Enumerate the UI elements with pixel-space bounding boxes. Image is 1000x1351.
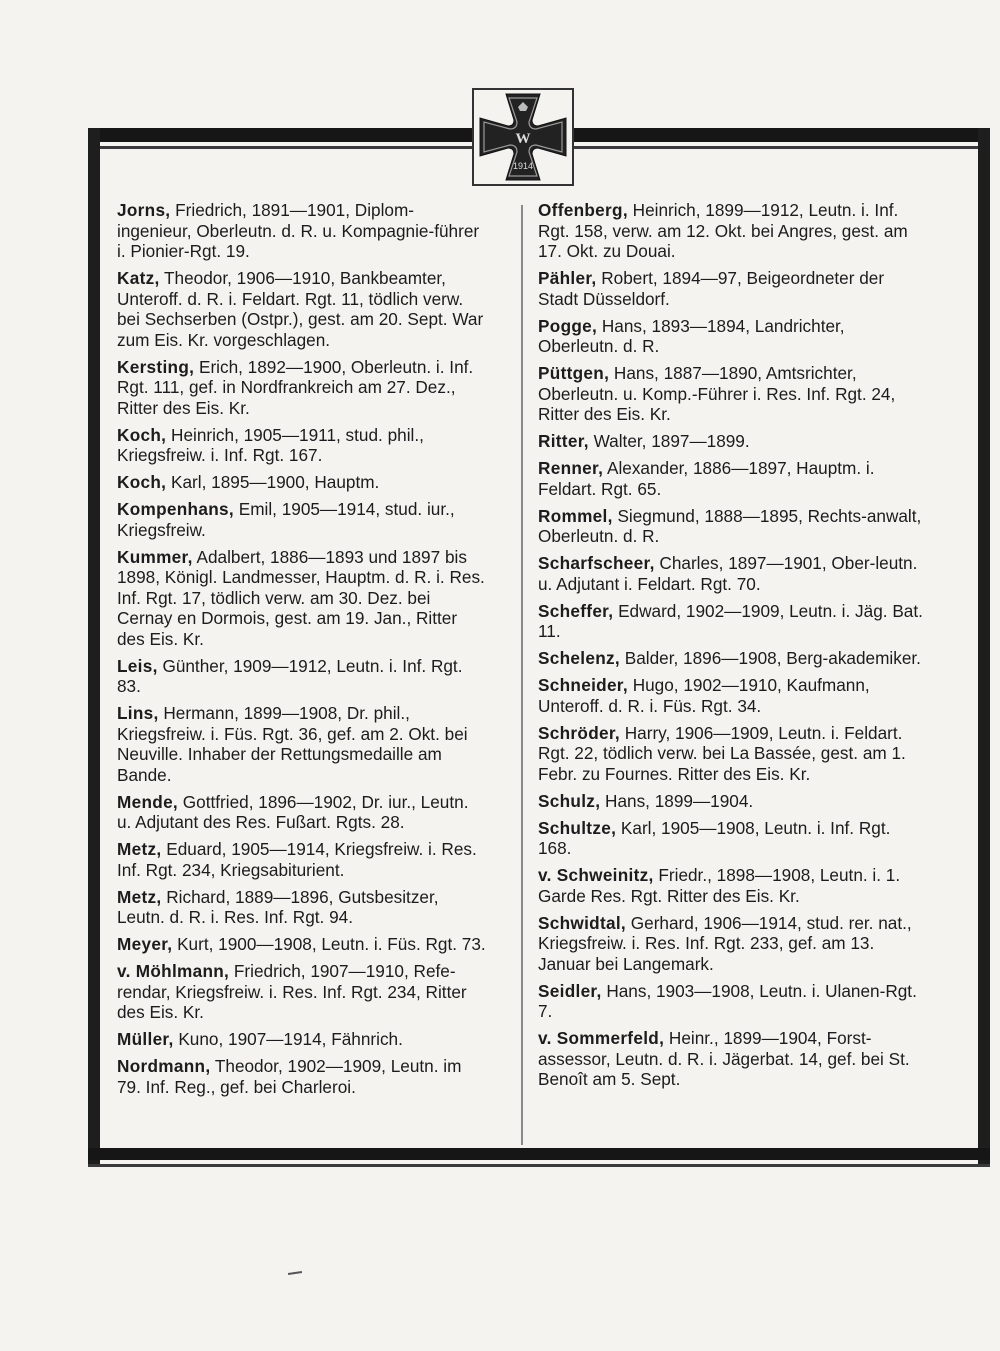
entry-details: Heinrich, 1899—1912, Leutn. i. Inf. Rgt. 158, verw. am 12. Okt. bei Angres, gest. am 17. Okt. zu Douai. — [538, 200, 908, 261]
mourning-border-bottom — [88, 1148, 990, 1160]
entry-details: Gottfried, 1896—1902, Dr. iur., Leutn. u. Adjutant des Res. Fußart. Rgts. 28. — [117, 791, 469, 832]
memorial-entry — [538, 723, 923, 785]
entry-surname: Metz, — [117, 886, 162, 907]
memorial-entry — [538, 268, 923, 309]
entry-surname: Jorns, — [117, 200, 171, 220]
entry-surname: Scheffer, — [538, 600, 614, 621]
memorial-entry — [117, 547, 487, 650]
entry-details: Karl, 1895—1900, Hauptm. — [166, 472, 380, 492]
mourning-border-bottom-rule — [88, 1164, 990, 1167]
memorial-entry — [538, 316, 923, 357]
memorial-entry — [117, 703, 487, 785]
memorial-entry — [538, 818, 923, 859]
entry-surname: v. Sommerfeld, — [538, 1028, 665, 1048]
entry-surname: Pogge, — [538, 315, 598, 336]
entry-details: Friedrich, 1891—1901, Diplom-ingenieur, Oberleutn. d. R. u. Kompagnie-führer i. Pionier-Rgt. 19. — [117, 200, 480, 261]
entry-details: Eduard, 1905—1914, Kriegsfreiw. i. Res. Inf. Rgt. 234, Kriegsabiturient. — [117, 839, 477, 880]
entry-surname: Schelenz, — [538, 648, 620, 668]
memorial-entry — [538, 913, 923, 975]
entry-surname: Ritter, — [538, 431, 589, 451]
iron-cross-emblem — [472, 88, 574, 186]
memorial-entry — [538, 648, 923, 669]
memorial-entry — [117, 200, 487, 262]
entry-surname: Pähler, — [538, 268, 597, 288]
memorial-entry — [117, 792, 487, 833]
entry-surname: Schneider, — [538, 675, 628, 695]
memorial-entry — [538, 601, 923, 642]
entry-details: Alexander, 1886—1897, Hauptm. i. Feldart. Rgt. 65. — [538, 458, 875, 499]
entry-details: Siegmund, 1888—1895, Rechts-anwalt, Oberleutn. d. R. — [538, 505, 922, 546]
entry-surname: Meyer, — [117, 934, 173, 954]
entry-details: Charles, 1897—1901, Ober-leutn. u. Adjutant i. Feldart. Rgt. 70. — [538, 553, 918, 594]
memorial-entry — [117, 268, 487, 350]
memorial-entry — [117, 425, 487, 466]
entry-details: Günther, 1909—1912, Leutn. i. Inf. Rgt. 83. — [117, 655, 463, 696]
emblem-year: 1914 — [512, 161, 534, 171]
entry-details: Hans, 1887—1890, Amtsrichter, Oberleutn. u. Komp.-Führer i. Res. Inf. Rgt. 24, Ritter des Eis. Kr. — [538, 363, 896, 424]
entry-details: Heinrich, 1905—1911, stud. phil., Kriegsfreiw. i. Inf. Rgt. 167. — [117, 424, 424, 465]
entry-surname: Renner, — [538, 458, 604, 478]
memorial-entry — [117, 499, 487, 540]
entry-details: Hans, 1893—1894, Landrichter, Oberleutn. d. R. — [538, 315, 845, 356]
entry-details: Harry, 1906—1909, Leutn. i. Feldart. Rgt. 22, tödlich verw. bei La Bassée, gest. am 1. Febr. zu Fournes. Ritter des Eis. Kr. — [538, 722, 906, 784]
entry-surname: Seidler, — [538, 980, 602, 1001]
memorial-entry — [117, 961, 487, 1023]
column-divider — [521, 205, 523, 1145]
entry-details: Erich, 1892—1900, Oberleutn. i. Inf. Rgt. 111, gef. in Nordfrankreich am 27. Dez., Ritter des Eis. Kr. — [117, 356, 474, 418]
left-column — [117, 200, 487, 1104]
entry-details: Balder, 1896—1908, Berg-akademiker. — [619, 648, 921, 668]
memorial-entry — [538, 981, 923, 1022]
entry-details: Heinr., 1899—1904, Forst-assessor, Leutn. d. R. i. Jägerbat. 14, gef. bei St. Benoît am 5. Sept. — [538, 1028, 910, 1089]
entry-details: Emil, 1905—1914, stud. iur., Kriegsfreiw. — [117, 499, 455, 540]
memorial-entry — [117, 357, 487, 419]
entry-surname: Koch, — [117, 472, 167, 492]
memorial-entry — [538, 791, 923, 812]
memorial-entry — [538, 865, 923, 906]
entry-surname: Kompenhans, — [117, 499, 234, 519]
memorial-entry — [538, 431, 923, 452]
entry-surname: Kummer, — [117, 546, 193, 567]
entry-surname: Nordmann, — [117, 1056, 211, 1076]
entry-details: Gerhard, 1906—1914, stud. rer. nat., Kriegsfreiw. i. Res. Inf. Rgt. 233, gef. am 13. Januar bei Langemark. — [538, 912, 912, 974]
entry-surname: Püttgen, — [538, 363, 610, 383]
entry-surname: Offenberg, — [538, 200, 628, 220]
entry-details: Hans, 1899—1904. — [600, 790, 754, 811]
entry-surname: Mende, — [117, 791, 179, 812]
entry-surname: v. Möhlmann, — [117, 961, 230, 981]
entry-surname: Schultze, — [538, 817, 617, 838]
memorial-entry — [117, 472, 487, 493]
entry-details: Karl, 1905—1908, Leutn. i. Inf. Rgt. 168. — [538, 817, 891, 858]
memorial-entry — [538, 553, 923, 594]
memorial-entry — [117, 656, 487, 697]
entry-details: Friedrich, 1907—1910, Refe-rendar, Kriegsfreiw. i. Res. Inf. Rgt. 234, Ritter des Eis. Kr. — [117, 961, 467, 1022]
page-mark — [288, 1271, 302, 1275]
memorial-entry — [117, 934, 487, 955]
mourning-border-right — [978, 128, 990, 1166]
iron-cross-icon — [474, 90, 572, 184]
memorial-entry — [538, 458, 923, 499]
entry-details: Kuno, 1907—1914, Fähnrich. — [173, 1029, 403, 1049]
entry-details: Theodor, 1902—1909, Leutn. im 79. Inf. Reg., gef. bei Charleroi. — [117, 1056, 462, 1097]
entry-surname: Koch, — [117, 424, 167, 445]
memorial-entry — [538, 506, 923, 547]
memorial-entry — [538, 200, 923, 262]
entry-details: Kurt, 1900—1908, Leutn. i. Füs. Rgt. 73. — [172, 934, 486, 954]
entry-surname: Metz, — [117, 839, 162, 859]
entry-details: Hans, 1903—1908, Leutn. i. Ulanen-Rgt. 7. — [538, 980, 917, 1021]
entry-surname: Lins, — [117, 703, 159, 723]
mourning-border-left — [88, 128, 100, 1166]
entry-surname: Katz, — [117, 268, 160, 288]
entry-details: Friedr., 1898—1908, Leutn. i. 1. Garde Res. Rgt. Ritter des Eis. Kr. — [538, 865, 901, 906]
entry-details: Richard, 1889—1896, Gutsbesitzer, Leutn. d. R. i. Res. Inf. Rgt. 94. — [117, 886, 439, 927]
right-column — [538, 200, 923, 1096]
entry-surname: Schulz, — [538, 790, 601, 811]
entry-details: Edward, 1902—1909, Leutn. i. Jäg. Bat. 11. — [538, 600, 923, 641]
emblem-letter: W — [515, 131, 531, 147]
entry-surname: Schwidtal, — [538, 912, 626, 933]
entry-surname: Leis, — [117, 655, 158, 676]
memorial-entry — [538, 675, 923, 716]
entry-details: Hermann, 1899—1908, Dr. phil., Kriegsfreiw. i. Füs. Rgt. 36, gef. am 2. Okt. bei Neuville. Inhaber der Rettungsmedaille am Bande. — [117, 703, 468, 785]
entry-surname: v. Schweinitz, — [538, 865, 654, 885]
entry-surname: Kersting, — [117, 356, 195, 377]
entry-details: Robert, 1894—97, Beigeordneter der Stadt Düsseldorf. — [538, 268, 885, 309]
entry-details: Walter, 1897—1899. — [588, 431, 750, 451]
entry-surname: Rommel, — [538, 505, 613, 526]
memorial-entry — [117, 1029, 487, 1050]
memorial-entry — [538, 363, 923, 425]
memorial-entry — [117, 839, 487, 880]
entry-details: Hugo, 1902—1910, Kaufmann, Unteroff. d. R. i. Füs. Rgt. 34. — [538, 675, 870, 716]
memorial-entry — [117, 887, 487, 928]
entry-details: Theodor, 1906—1910, Bankbeamter, Unteroff. d. R. i. Feldart. Rgt. 11, tödlich verw. bei Sechserben (Ostpr.), gest. am 20. Sept. War zum Eis. Kr. vorgeschlagen. — [117, 268, 484, 350]
memorial-entry — [117, 1056, 487, 1097]
entry-surname: Schröder, — [538, 722, 620, 743]
entry-surname: Müller, — [117, 1029, 174, 1049]
memorial-entry — [538, 1028, 923, 1090]
entry-details: Adalbert, 1886—1893 und 1897 bis 1898, Königl. Landmesser, Hauptm. d. R. i. Res. Inf. Rgt. 17, tödlich verw. am 30. Dez. bei Cernay en Dormois, gest. am 19. Jan., Ritter des Eis. Kr. — [117, 546, 485, 649]
entry-surname: Scharfscheer, — [538, 553, 655, 573]
